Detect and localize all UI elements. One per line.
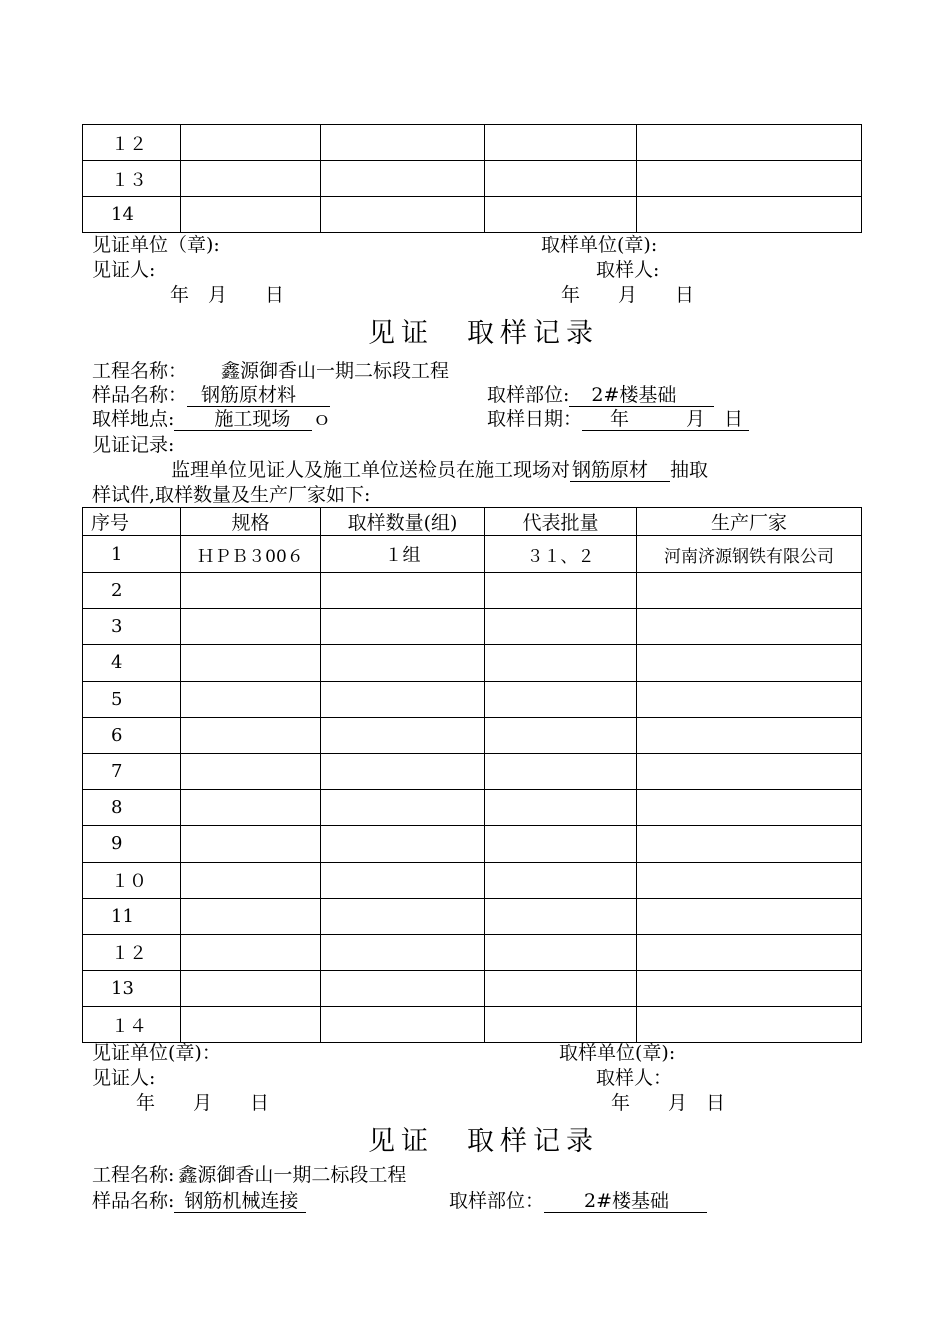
record-title: 见证 取样记录 <box>368 318 599 349</box>
witness-person-label: 见证人: <box>92 1067 156 1089</box>
table-cell <box>321 862 485 898</box>
sample-name-row <box>92 386 330 407</box>
table-cell <box>637 197 862 233</box>
table-cell <box>321 753 485 789</box>
witness-record-label: 见证记录: <box>92 434 175 456</box>
sample-name-value: 钢筋机械连接 <box>174 1192 306 1213</box>
sample-table <box>82 507 862 1043</box>
seq-cell: １３ <box>83 161 181 197</box>
witness-record-material: 钢筋原材 <box>570 461 670 482</box>
witness-date: 年 月 日 <box>170 284 285 306</box>
table-cell <box>181 573 321 609</box>
sample-part-row <box>487 386 714 407</box>
seq-cell: 5 <box>83 681 181 717</box>
table-cell <box>485 573 637 609</box>
sample-date-label: 取样日期： <box>487 408 583 430</box>
table-row <box>83 536 862 573</box>
table-cell <box>321 1007 485 1043</box>
table-cell <box>321 609 485 645</box>
table-cell <box>485 681 637 717</box>
table-cell <box>485 898 637 934</box>
table-row <box>83 1007 862 1043</box>
table-cell <box>181 161 321 197</box>
table-cell <box>181 125 321 161</box>
top-sample-table <box>82 124 862 233</box>
table-cell: １组 <box>321 536 485 573</box>
table-row <box>83 898 862 934</box>
sampling-date: 年 月 日 <box>611 1092 726 1114</box>
table-cell <box>181 971 321 1007</box>
sampler-label: 取样人： <box>596 1067 673 1089</box>
sampling-unit-label: 取样单位(章): <box>559 1042 676 1064</box>
table-cell <box>321 197 485 233</box>
witness-record-text-end: 抽取 <box>670 459 709 481</box>
table-cell <box>637 753 862 789</box>
column-header: 取样数量(组) <box>321 508 485 536</box>
table-cell <box>485 971 637 1007</box>
table-cell <box>181 681 321 717</box>
table-cell <box>321 898 485 934</box>
table-cell: 河南济源钢铁有限公司 <box>637 536 862 573</box>
table-row <box>83 609 862 645</box>
table-row <box>83 971 862 1007</box>
table-cell <box>485 753 637 789</box>
table-cell <box>485 717 637 753</box>
table-cell <box>321 826 485 862</box>
column-header: 生产厂家 <box>637 508 862 536</box>
table-cell <box>181 1007 321 1043</box>
witness-record-body <box>171 461 708 482</box>
table-cell <box>637 717 862 753</box>
sample-part-value: 2#楼基础 <box>544 1192 707 1213</box>
table-row <box>83 717 862 753</box>
table-cell <box>637 790 862 826</box>
table-cell <box>321 681 485 717</box>
column-header: 规格 <box>181 508 321 536</box>
table-cell <box>637 862 862 898</box>
table-cell <box>321 161 485 197</box>
column-header: 代表批量 <box>485 508 637 536</box>
table-row <box>83 826 862 862</box>
table-cell <box>321 717 485 753</box>
seq-cell: 11 <box>83 898 181 934</box>
project-name-row-2 <box>92 1166 406 1185</box>
table-row <box>83 753 862 789</box>
table-row <box>83 573 862 609</box>
witness-unit-label: 见证单位(章)： <box>92 1042 221 1064</box>
table-cell <box>485 125 637 161</box>
seq-cell: １２ <box>83 934 181 970</box>
seq-cell: 2 <box>83 573 181 609</box>
project-name-value: 鑫源御香山一期二标段工程 <box>221 360 450 382</box>
seq-cell: 6 <box>83 717 181 753</box>
table-cell <box>637 898 862 934</box>
table-cell <box>637 1007 862 1043</box>
table-cell <box>485 161 637 197</box>
witness-record-line2: 样试件,取样数量及生产厂家如下: <box>92 484 371 506</box>
table-cell <box>637 971 862 1007</box>
table-cell <box>321 645 485 681</box>
sample-place-row <box>92 410 331 431</box>
table-cell <box>637 573 862 609</box>
table-header-row <box>83 508 862 536</box>
seq-cell: 14 <box>83 197 181 233</box>
table-row <box>83 681 862 717</box>
table-row <box>83 125 862 161</box>
table-cell <box>637 681 862 717</box>
table-row <box>83 862 862 898</box>
sample-name-row-2 <box>92 1192 306 1213</box>
project-name-label: 工程名称： <box>92 360 188 382</box>
table-cell <box>637 826 862 862</box>
witness-person-label: 见证人: <box>92 259 156 281</box>
table-cell <box>637 645 862 681</box>
table-cell <box>485 826 637 862</box>
table-cell <box>637 609 862 645</box>
sample-name-label: 样品名称: <box>92 1190 175 1212</box>
table-cell <box>321 125 485 161</box>
table-cell <box>321 790 485 826</box>
table-cell <box>181 898 321 934</box>
table-row <box>83 790 862 826</box>
witness-date: 年 月 日 <box>136 1092 270 1114</box>
sampling-date: 年 月 日 <box>561 284 695 306</box>
table-cell <box>181 645 321 681</box>
record-title-2: 见证 取样记录 <box>368 1126 599 1157</box>
table-cell <box>485 645 637 681</box>
seq-cell: １０ <box>83 862 181 898</box>
table-cell <box>181 862 321 898</box>
table-cell <box>321 971 485 1007</box>
seq-cell: １４ <box>83 1007 181 1043</box>
sample-name-label: 样品名称： <box>92 384 188 406</box>
sample-date-value: 年 月 日 <box>582 410 749 431</box>
seq-cell: 4 <box>83 645 181 681</box>
table-cell: ＨＰＢ３00６ <box>181 536 321 573</box>
witness-unit-label: 见证单位（章): <box>92 234 220 256</box>
seq-cell: 3 <box>83 609 181 645</box>
table-cell <box>637 934 862 970</box>
seq-cell: 8 <box>83 790 181 826</box>
table-cell <box>181 717 321 753</box>
sample-place-suffix: ｏ <box>312 408 332 430</box>
seq-cell: １２ <box>83 125 181 161</box>
table-cell <box>637 161 862 197</box>
sample-date-row <box>487 410 749 431</box>
table-cell <box>181 934 321 970</box>
seq-cell: 7 <box>83 753 181 789</box>
table-row <box>83 197 862 233</box>
table-cell <box>181 790 321 826</box>
project-name-label: 工程名称: <box>92 1164 175 1186</box>
sampling-unit-label: 取样单位(章): <box>541 234 658 256</box>
table-cell <box>485 934 637 970</box>
column-header: 序号 <box>83 508 181 536</box>
table-cell <box>485 197 637 233</box>
table-cell <box>637 125 862 161</box>
table-row <box>83 645 862 681</box>
sample-part-label: 取样部位： <box>449 1190 545 1212</box>
sample-place-value: 施工现场 <box>174 410 312 431</box>
table-cell <box>181 826 321 862</box>
table-cell: ３１、２ <box>485 536 637 573</box>
table-cell <box>485 790 637 826</box>
table-cell <box>181 753 321 789</box>
project-name-row <box>92 362 449 381</box>
project-name-value: 鑫源御香山一期二标段工程 <box>178 1164 407 1186</box>
witness-record-text: 监理单位见证人及施工单位送检员在施工现场对 <box>171 459 571 481</box>
sampler-label: 取样人: <box>596 259 660 281</box>
sample-name-value: 钢筋原材料 <box>187 386 330 407</box>
sample-part-label: 取样部位: <box>487 384 570 406</box>
table-row <box>83 934 862 970</box>
table-cell <box>485 609 637 645</box>
seq-cell: 13 <box>83 971 181 1007</box>
table-cell <box>181 609 321 645</box>
sample-place-label: 取样地点: <box>92 408 175 430</box>
table-cell <box>321 934 485 970</box>
table-cell <box>485 862 637 898</box>
seq-cell: 1 <box>83 536 181 573</box>
table-cell <box>485 1007 637 1043</box>
sample-part-value: 2#楼基础 <box>569 386 714 407</box>
sample-part-row-2 <box>449 1192 707 1213</box>
table-cell <box>181 197 321 233</box>
table-row <box>83 161 862 197</box>
seq-cell: 9 <box>83 826 181 862</box>
table-cell <box>321 573 485 609</box>
